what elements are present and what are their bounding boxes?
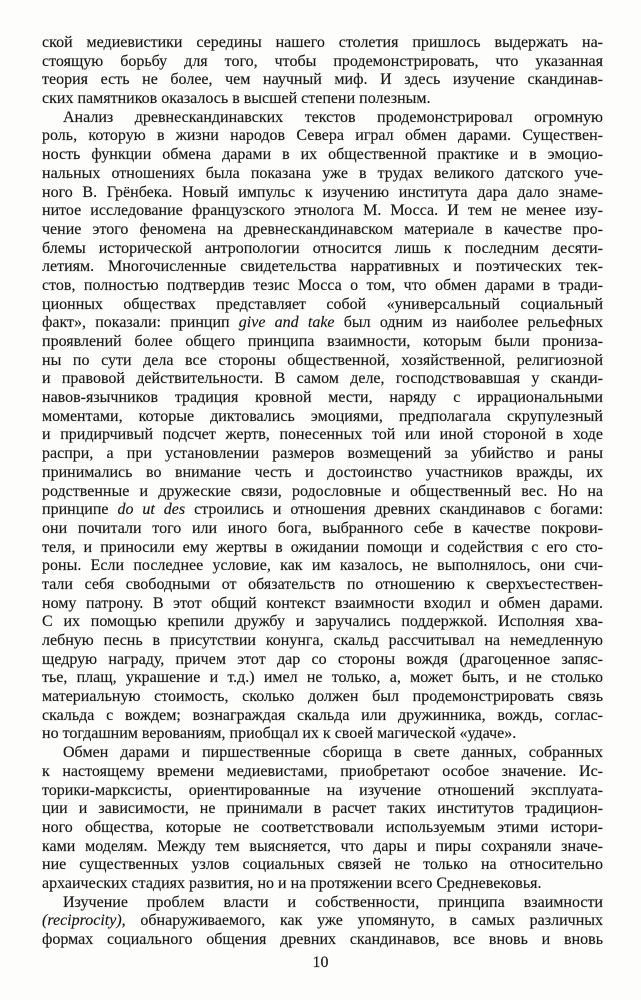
text-line xyxy=(42,202,603,221)
text-line xyxy=(42,314,603,333)
text-line xyxy=(42,90,603,109)
text-line xyxy=(42,53,603,72)
text-run: ками моделям. Между тем выясняется, что дары и пиры сохраняли значе- xyxy=(42,837,603,855)
text-run: блемы исторической антропологии относится лишь к последним десяти- xyxy=(42,239,603,257)
text-line xyxy=(42,296,603,315)
text-line xyxy=(42,71,603,90)
page-text xyxy=(42,34,603,950)
text-run: ции и зависимости, не принимали в расчет таких институтов традицион- xyxy=(42,800,603,818)
text-line xyxy=(42,632,603,651)
text-run: тали себя свободными от обязательств по отношению к сверхъестествен- xyxy=(42,575,603,593)
text-line xyxy=(42,576,603,595)
text-run: и правовой действительности. В самом деле, господствовавшая у сканди- xyxy=(42,370,603,388)
text-run: теория есть не более, чем научный миф. И здесь изучение скандинав- xyxy=(42,71,603,89)
text-line xyxy=(42,725,603,744)
text-run: ность функции обмена дарами в их общественной практике и в эмоцио- xyxy=(42,146,603,164)
text-line xyxy=(42,763,603,782)
text-run: ских памятников оказалось в высшей степени полезным. xyxy=(42,90,431,108)
text-run: ской медиевистики середины нашего столетия пришлось выдержать на- xyxy=(42,34,603,51)
text-run: распри, а при установлении размеров возмещений за убийство и раны xyxy=(42,445,603,463)
italic-text-run: do ut des xyxy=(117,501,186,519)
text-run: строились и отношения древних скандинавов с богами: xyxy=(185,501,603,519)
text-line xyxy=(42,352,603,371)
text-line xyxy=(42,744,603,763)
text-run: Анализ древнескандинавских текстов продемонстрировал огромную xyxy=(63,108,603,126)
text-run: ционных обществах представляет собой «универсальный социальный xyxy=(42,295,603,313)
text-line xyxy=(42,669,603,688)
text-run: , обнаруживаемого, как уже упомянуто, в самых различных xyxy=(121,912,603,930)
text-run: материальную стоимость, сколько должен был продемонстрировать связь xyxy=(42,688,603,706)
text-line xyxy=(42,651,603,670)
text-run: стоящую борьбу для того, чтобы продемонстрировать, что указанная xyxy=(42,52,603,70)
text-line xyxy=(42,240,603,259)
text-line xyxy=(42,277,603,296)
text-run: роль, которую в жизни народов Севера играл обмен дарами. Существен- xyxy=(42,127,603,145)
text-line xyxy=(42,146,603,165)
text-run: навов-язычников традиция кровной мести, наряду с иррациональными xyxy=(42,389,603,407)
text-run: но тогдашним верованиям, приобщал их к своей магической «удаче». xyxy=(42,725,517,743)
text-run: Обмен дарами и пиршественные сборища в свете данных, собранных xyxy=(63,744,603,762)
text-line xyxy=(42,539,603,558)
text-line xyxy=(42,483,603,502)
text-line xyxy=(42,613,603,632)
text-run: нитое исследование французского этнолога М. Мосса. И тем не менее изу- xyxy=(42,202,603,220)
text-line xyxy=(42,370,603,389)
text-line xyxy=(42,912,603,931)
text-line xyxy=(42,445,603,464)
text-run: Изучение проблем власти и собственности, принципа взаимности xyxy=(63,893,603,911)
text-run: торики-марксисты, ориентированные на изучение отношений эксплуата- xyxy=(42,781,603,799)
text-run: формах социального общения древних скандинавов, все вновь и вновь xyxy=(42,931,603,948)
text-line xyxy=(42,557,603,576)
text-run: щедрую награду, причем этот дар со стороны вождя (драгоценное запяс- xyxy=(42,650,603,668)
text-line xyxy=(42,931,603,950)
text-run: факт», показали: принцип xyxy=(42,314,239,332)
text-run: ному патрону. В этот общий контекст взаимности входил и обмен дарами. xyxy=(42,594,603,612)
text-line xyxy=(42,894,603,913)
text-line xyxy=(42,109,603,128)
text-run: архаических стадиях развития, но и на протяжении всего Средневековья. xyxy=(42,874,542,892)
text-line xyxy=(42,595,603,614)
text-line xyxy=(42,875,603,894)
text-run: родственные и дружеские связи, родословные и общественный вес. Но на xyxy=(42,482,603,500)
text-line xyxy=(42,800,603,819)
text-line xyxy=(42,838,603,857)
text-line xyxy=(42,501,603,520)
text-line xyxy=(42,221,603,240)
text-line xyxy=(42,34,603,53)
text-line xyxy=(42,856,603,875)
page-number: 10 xyxy=(312,954,329,971)
text-run: летиям. Многочисленные свидетельства нарративных и поэтических тек- xyxy=(42,258,603,276)
text-run: моментами, которые диктовались эмоциями, предполагала скрупулезный xyxy=(42,407,603,425)
text-run: был одним из наиболее рельефных xyxy=(334,314,603,332)
text-run: нальных отношениях была показана уже в трудах великого датского уче- xyxy=(42,164,603,182)
italic-text-run: (reciprocity) xyxy=(42,912,122,930)
text-run: они почитали того или иного бога, выбранного себе в качестве покрови- xyxy=(42,519,603,537)
text-line xyxy=(42,819,603,838)
text-run: ного общества, которые не соответствовали используемым этими истори- xyxy=(42,818,603,836)
text-line xyxy=(42,707,603,726)
text-run: тье, плащ, украшение и т.д.) имел не только, а, может быть, и не столько xyxy=(42,669,603,687)
text-line xyxy=(42,426,603,445)
text-run: стов, полностью подтвердив тезис Мосса о том, что обмен дарами в тради- xyxy=(42,276,603,294)
text-run: ние существенных узлов социальных связей не только на относительно xyxy=(42,856,603,874)
text-line xyxy=(42,127,603,146)
text-run: роны. Если последнее условие, как им казалось, не выполнялось, они счи- xyxy=(42,557,603,575)
text-run: лебную песнь в присутствии конунга, скальд рассчитывал на немедленную xyxy=(42,632,603,649)
text-run: и придирчивый подсчет жертв, понесенных той или иной стороной в ходе xyxy=(42,426,603,444)
text-line xyxy=(42,258,603,277)
text-line xyxy=(42,688,603,707)
text-line xyxy=(42,408,603,427)
text-run: ны по сути дела все стороны общественной, хозяйственной, религиозной xyxy=(42,351,603,369)
text-run: теля, и приносили ему жертвы в ожидании помощи и содействия с его сто- xyxy=(42,538,603,556)
text-run: к настоящему времени медиевистами, приобретают особое значение. Ис- xyxy=(42,762,603,780)
text-run: принципе xyxy=(42,501,118,519)
text-run: ного В. Грёнбека. Новый импульс к изучению института дара дало знаме- xyxy=(42,183,603,201)
text-line xyxy=(42,165,603,184)
text-line xyxy=(42,184,603,203)
text-line xyxy=(42,520,603,539)
text-run: С их помощью крепили дружбу и заручались поддержкой. Исполняя хва- xyxy=(42,613,603,631)
italic-text-run: give and take xyxy=(238,314,335,332)
text-run: проявлений более общего принципа взаимности, которым были прониза- xyxy=(42,333,603,350)
text-run: принимались во внимание честь и достоинство участников вражды, их xyxy=(42,463,603,481)
text-run: скальда с вождем; вознаграждая скальда или дружинника, вождь, соглас- xyxy=(42,706,603,724)
text-line xyxy=(42,782,603,801)
text-line xyxy=(42,464,603,483)
text-line xyxy=(42,333,603,352)
text-line xyxy=(42,389,603,408)
text-run: чение этого феномена на древнескандинавском материале в качестве про- xyxy=(42,220,603,238)
